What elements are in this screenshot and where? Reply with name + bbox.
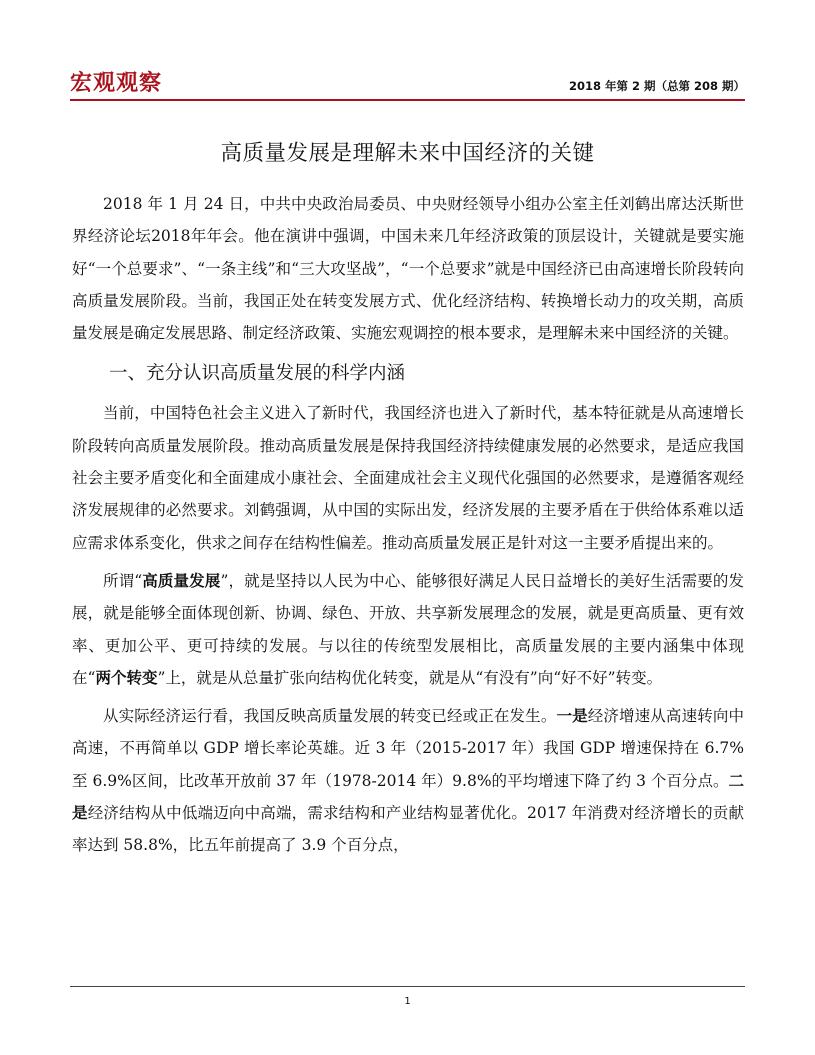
text-run: ”，就是坚持以人民为中心、能够很好满足人民日益增长的美好生活需要的发展，就是能够全面体现创新、协调、绿色、开放、共享新发展理念的发展，就是更高质量、更有效率、更加公平、更可持续的发展。与以往的传统型发展相比，高质量发展的主要内涵集中体现在“ bbox=[72, 571, 744, 687]
bold-term: 二是 bbox=[72, 771, 744, 823]
article-body bbox=[72, 188, 744, 868]
page-number: 1 bbox=[404, 996, 411, 1007]
intro-paragraph: 2018 年 1 月 24 日，中共中央政治局委员、中央财经领导小组办公室主任刘鹤出席达沃斯世界经济论坛2018年年会。他在演讲中强调，中国未来几年经济政策的顶层设计，关键就是要实施好“一个总要求”、“一条主线”和“三大攻坚战”，“一个总要求”就是中国经济已由高速增长阶段转向高质量发展阶段。当前，我国正处在转变发展方式、优化经济结构、转换增长动力的攻关期，高质量发展是确定发展思路、制定经济政策、实施宏观调控的根本要求，是理解未来中国经济的关键。 bbox=[72, 195, 744, 343]
footer-divider bbox=[70, 986, 745, 987]
text-run: 经济增速从高速转向中高速，不再简单以 GDP 增长率论英雄。近 3 年（2015-2017 年）我国 GDP 增速保持在 6.7%至 6.9%区间，比改革开放前 37 年（1978-2014 年）9.8%的平均增速下降了约 3 个百分点。 bbox=[72, 707, 744, 790]
page-header bbox=[70, 66, 745, 102]
text-run: 从实际经济运行看，我国反映高质量发展的转变已经或正在发生。 bbox=[103, 707, 557, 726]
bold-term: 两个转变 bbox=[95, 668, 158, 687]
text-run: ”上，就是从总量扩张向结构优化转变，就是从“有没有”向“好不好”转变。 bbox=[157, 668, 663, 687]
document-title: 高质量发展是理解未来中国经济的关键 bbox=[220, 141, 595, 166]
header-brand: 宏观观察 bbox=[70, 71, 163, 96]
text-run: 所谓“ bbox=[103, 571, 143, 590]
body-paragraph-2 bbox=[72, 565, 744, 694]
section-heading: 一、充分认识高质量发展的科学内涵 bbox=[109, 363, 406, 385]
header-divider bbox=[70, 99, 745, 101]
body-paragraph-1: 当前，中国特色社会主义进入了新时代，我国经济也进入了新时代，基本特征就是从高速增长阶段转向高质量发展阶段。推动高质量发展是保持我国经济持续健康发展的必然要求，是适应我国社会主要矛盾变化和全面建成小康社会、全面建成社会主义现代化强国的必然要求，是遵循客观经济发展规律的必然要求。刘鹤强调，从中国的实际出发，经济发展的主要矛盾在于供给体系难以适应需求体系变化，供求之间存在结构性偏差。推动高质量发展正是针对这一主要矛盾提出来的。 bbox=[72, 404, 744, 552]
text-run: 经济结构从中低端迈向中高端，需求结构和产业结构显著优化。2017 年消费对经济增长的贡献率达到 58.8%，比五年前提高了 3.9 个百分点， bbox=[72, 804, 744, 855]
bold-term: 一是 bbox=[556, 707, 588, 726]
header-issue-number: 2018 年第 2 期（总第 208 期） bbox=[568, 79, 745, 93]
bold-term: 高质量发展 bbox=[142, 571, 221, 590]
body-paragraph-3 bbox=[72, 700, 744, 861]
